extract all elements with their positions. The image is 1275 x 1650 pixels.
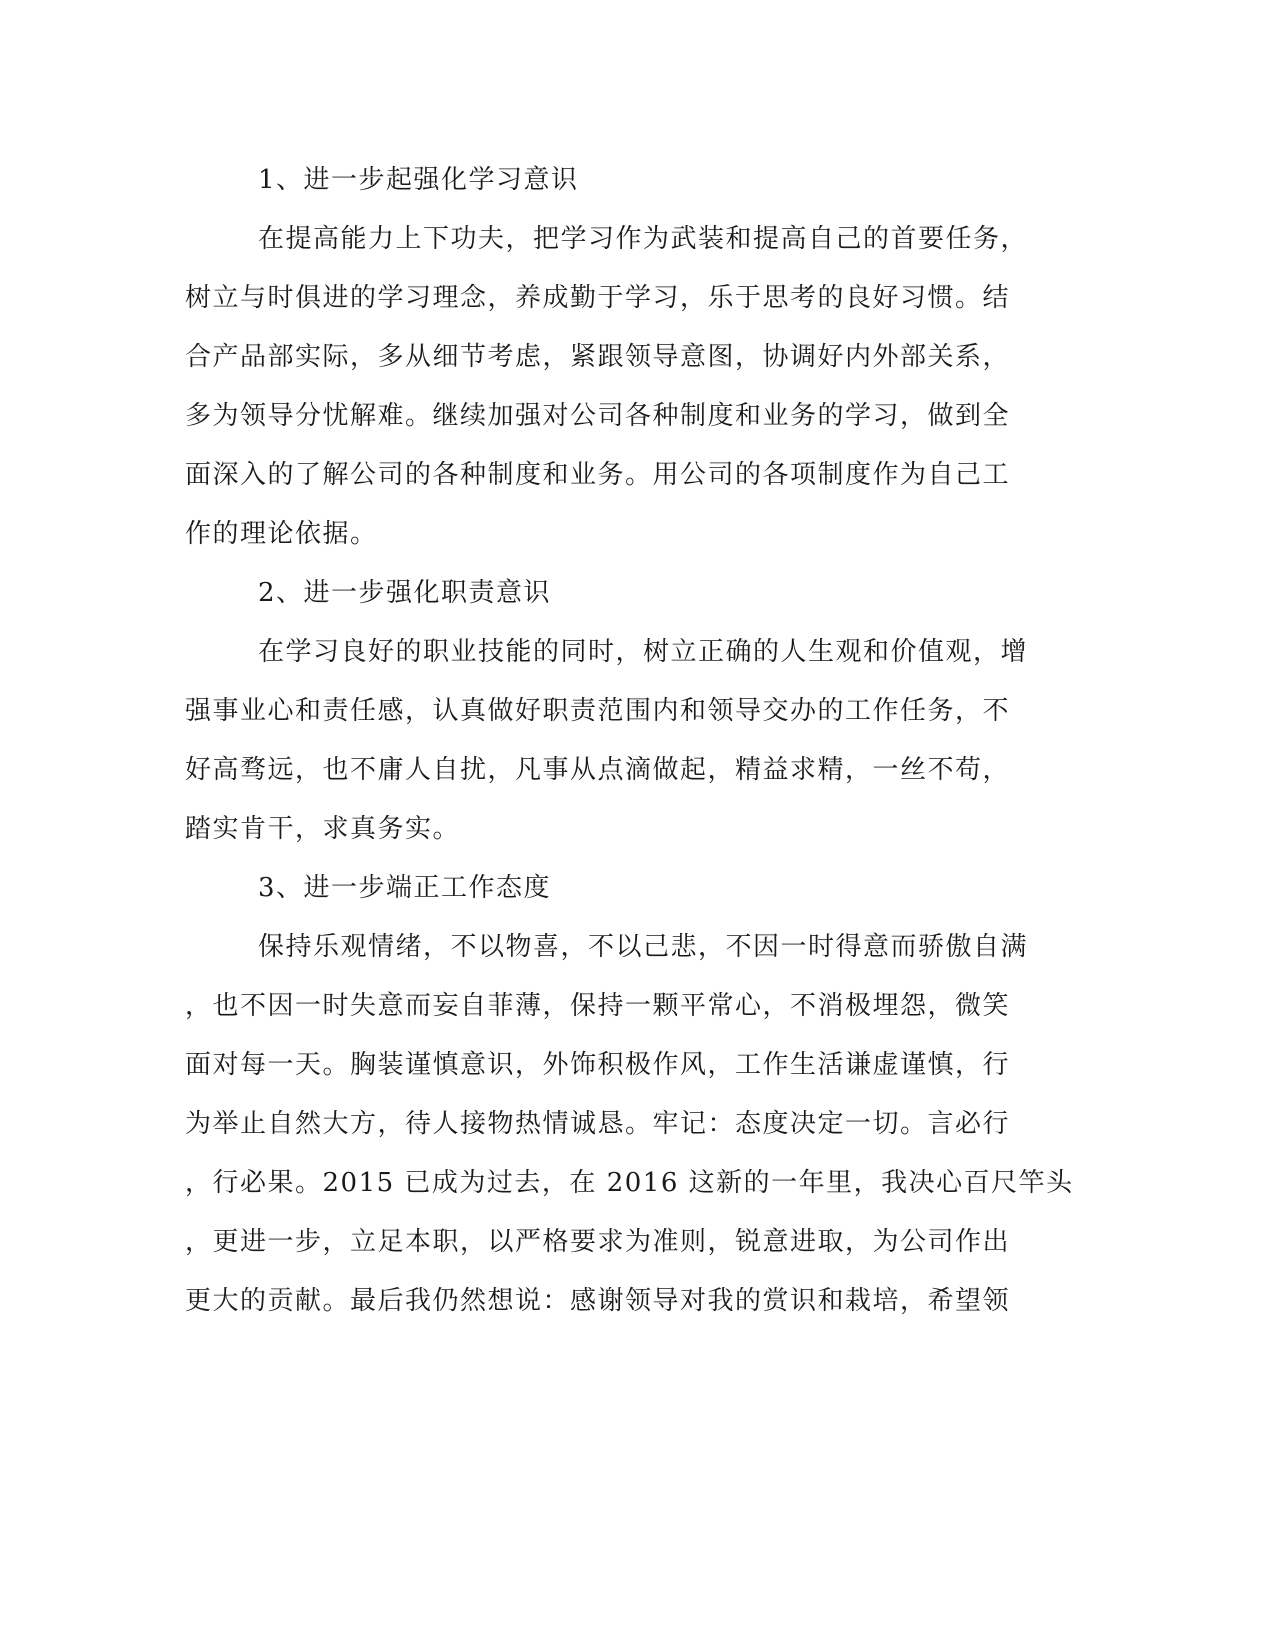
paragraph-3-line-6: ，更进一步，立足本职，以严格要求为准则，锐意进取，为公司作出 [185, 1227, 1011, 1257]
paragraph-1-line-1: 在提高能力上下功夫，把学习作为武装和提高自己的首要任务， [258, 224, 1029, 254]
section-heading-2: 2、进一步强化职责意识 [258, 578, 552, 608]
paragraph-3-line-5: ，行必果。2015 已成为过去，在 2016 这新的一年里，我决心百尺竿头 [185, 1168, 1074, 1198]
paragraph-2-line-2: 强事业心和责任感，认真做好职责范围内和领导交办的工作任务，不 [185, 696, 1011, 726]
paragraph-3-line-4: 为举止自然大方，待人接物热情诚恳。牢记：态度决定一切。言必行 [185, 1109, 1011, 1139]
paragraph-1-line-4: 多为领导分忧解难。继续加强对公司各种制度和业务的学习，做到全 [185, 401, 1011, 431]
paragraph-3-line-7: 更大的贡献。最后我仍然想说：感谢领导对我的赏识和栽培，希望领 [185, 1286, 1011, 1316]
paragraph-1-line-5: 面深入的了解公司的各种制度和业务。用公司的各项制度作为自己工 [185, 460, 1011, 490]
paragraph-1-line-3: 合产品部实际，多从细节考虑，紧跟领导意图，协调好内外部关系， [185, 342, 1011, 372]
paragraph-1-line-2: 树立与时俱进的学习理念，养成勤于学习，乐于思考的良好习惯。结 [185, 283, 1011, 313]
paragraph-3-line-1: 保持乐观情绪，不以物喜，不以己悲，不因一时得意而骄傲自满 [258, 932, 1029, 962]
paragraph-2-line-4: 踏实肯干，求真务实。 [185, 814, 461, 844]
section-heading-3: 3、进一步端正工作态度 [258, 873, 552, 903]
section-heading-1: 1、进一步起强化学习意识 [258, 165, 579, 195]
paragraph-1-line-6: 作的理论依据。 [185, 519, 378, 549]
paragraph-2-line-1: 在学习良好的职业技能的同时，树立正确的人生观和价值观，增 [258, 637, 1029, 667]
paragraph-3-line-3: 面对每一天。胸装谨慎意识，外饰积极作风，工作生活谦虚谨慎，行 [185, 1050, 1011, 1080]
paragraph-3-line-2: ，也不因一时失意而妄自菲薄，保持一颗平常心，不消极埋怨，微笑 [185, 991, 1011, 1021]
paragraph-2-line-3: 好高骛远，也不庸人自扰，凡事从点滴做起，精益求精，一丝不苟， [185, 755, 1011, 785]
